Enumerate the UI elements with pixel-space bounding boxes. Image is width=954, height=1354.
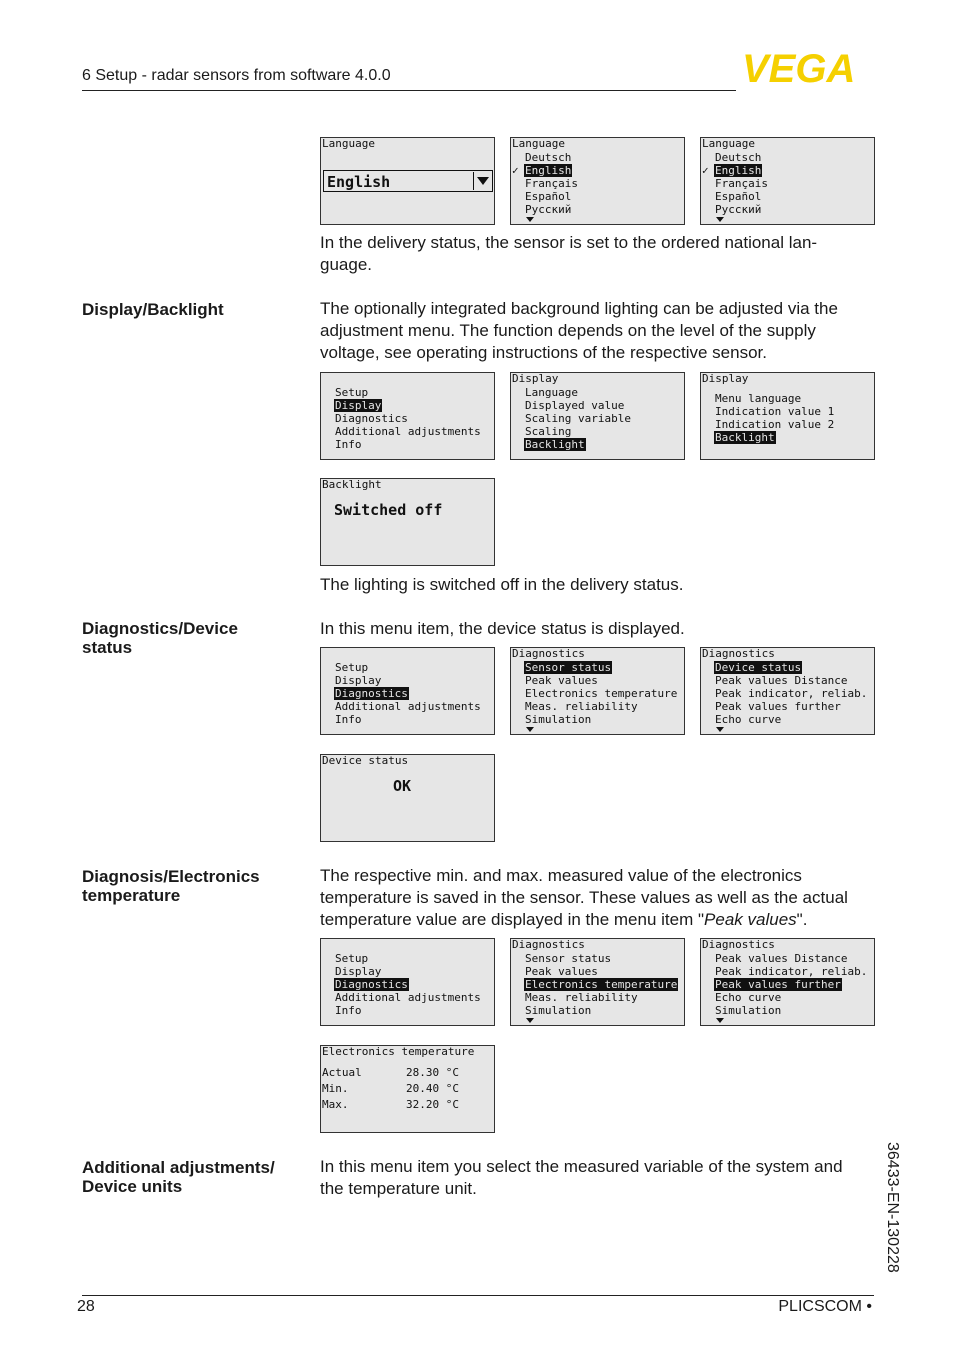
menu-item[interactable]: Echo curve bbox=[715, 991, 782, 1004]
text-line: In the delivery status, the sensor is set to the ordered national lan- bbox=[320, 233, 818, 252]
section-label-electronics-temp bbox=[82, 867, 312, 905]
temp-value: 20.40 °C bbox=[406, 1082, 459, 1095]
backlight-state-value: Switched off bbox=[334, 501, 443, 519]
main-menu-screen bbox=[320, 372, 495, 460]
screen-title: Diagnostics bbox=[702, 938, 775, 951]
product-name: PLICSCOM • bbox=[778, 1298, 872, 1315]
label-line: status bbox=[82, 638, 133, 657]
diagnostics-menu-screen bbox=[510, 647, 685, 735]
screen-title: Device status bbox=[322, 754, 409, 767]
text-line: temperature is saved in the sensor. These values as well as the actual bbox=[320, 888, 848, 907]
list-item[interactable]: Русский bbox=[525, 203, 572, 216]
footer-rule bbox=[82, 1295, 874, 1296]
list-item[interactable]: Français bbox=[715, 177, 768, 190]
menu-item-setup[interactable]: Setup bbox=[335, 661, 369, 674]
menu-item[interactable]: Peak values bbox=[525, 965, 598, 978]
menu-item-diagnostics[interactable]: Diagnostics bbox=[335, 412, 408, 425]
section-label-device-status bbox=[82, 619, 312, 657]
menu-item-sensor-status[interactable]: Sensor status bbox=[525, 661, 612, 674]
backlight-state-screen bbox=[320, 478, 495, 566]
menu-item-additional[interactable]: Additional adjustments bbox=[335, 700, 481, 713]
temp-label: Min. bbox=[322, 1082, 349, 1095]
page-number: 28 bbox=[77, 1298, 95, 1315]
document-code-text: 36433-EN-130228 bbox=[884, 1142, 901, 1273]
menu-item[interactable]: Electronics temperature bbox=[525, 687, 678, 700]
menu-item-display[interactable]: Display bbox=[335, 674, 382, 687]
document-code bbox=[877, 1142, 905, 1292]
section-label-backlight: Display/Backlight bbox=[82, 300, 224, 319]
language-list-screen-2 bbox=[700, 137, 875, 225]
text-line: adjustment menu. The function depends on the level of the supply bbox=[320, 321, 816, 340]
temp-label: Max. bbox=[322, 1098, 349, 1111]
screen-title: Diagnostics bbox=[512, 647, 585, 660]
screen-title: Backlight bbox=[322, 478, 382, 491]
screen-title: Display bbox=[512, 372, 559, 385]
menu-item-display[interactable]: Display bbox=[335, 965, 382, 978]
backlight-paragraph bbox=[320, 298, 876, 364]
label-line: Additional adjustments/ bbox=[82, 1158, 275, 1177]
additional-paragraph bbox=[320, 1156, 876, 1200]
screen-title: Language bbox=[512, 137, 565, 150]
scroll-down-icon bbox=[526, 1018, 534, 1023]
menu-item[interactable]: Scaling bbox=[525, 425, 572, 438]
checkmark-icon: ✓ bbox=[702, 164, 709, 177]
menu-item-electronics-temperature[interactable]: Electronics temperature bbox=[525, 978, 678, 991]
chevron-down-icon[interactable] bbox=[473, 172, 491, 190]
temp-row-min bbox=[322, 1082, 459, 1095]
screen-title: Language bbox=[322, 137, 375, 150]
vega-logo-text: VEGA bbox=[742, 49, 856, 87]
label-line: Diagnostics/Device bbox=[82, 619, 238, 638]
menu-item[interactable]: Language bbox=[525, 386, 578, 399]
menu-item[interactable]: Displayed value bbox=[525, 399, 625, 412]
menu-item[interactable]: Simulation bbox=[525, 1004, 592, 1017]
temp-value: 32.20 °C bbox=[406, 1098, 459, 1111]
menu-item[interactable]: Simulation bbox=[715, 1004, 782, 1017]
menu-item[interactable]: Simulation bbox=[525, 713, 592, 726]
menu-item-peak-values-further[interactable]: Peak values further bbox=[715, 978, 841, 991]
temp-label: Actual bbox=[322, 1066, 362, 1079]
menu-item[interactable]: Indication value 2 bbox=[715, 418, 835, 431]
menu-item[interactable]: Scaling variable bbox=[525, 412, 631, 425]
vega-logo bbox=[742, 49, 874, 87]
scroll-down-icon bbox=[526, 217, 534, 222]
scroll-down-icon bbox=[716, 217, 724, 222]
electronics-temp-screen bbox=[320, 1045, 495, 1133]
language-combobox[interactable] bbox=[323, 170, 493, 192]
language-note bbox=[320, 232, 876, 276]
menu-item-setup[interactable]: Setup bbox=[335, 952, 369, 965]
menu-item[interactable]: Peak values bbox=[525, 674, 598, 687]
menu-item[interactable]: Sensor status bbox=[525, 952, 612, 965]
menu-item-setup[interactable]: Setup bbox=[335, 386, 369, 399]
device-status-paragraph: In this menu item, the device status is displayed. bbox=[320, 619, 685, 638]
main-menu-screen bbox=[320, 938, 495, 1026]
menu-item[interactable]: Menu language bbox=[715, 392, 802, 405]
menu-item-info[interactable]: Info bbox=[335, 1004, 362, 1017]
language-list-screen bbox=[510, 137, 685, 225]
header-rule bbox=[82, 90, 736, 91]
temp-value: 28.30 °C bbox=[406, 1066, 459, 1079]
menu-item[interactable]: Peak indicator, reliab. bbox=[715, 965, 868, 978]
menu-item-info[interactable]: Info bbox=[335, 438, 362, 451]
list-item-selected[interactable]: English bbox=[715, 164, 762, 177]
menu-item-diagnostics[interactable]: Diagnostics bbox=[335, 978, 408, 991]
screen-title: Display bbox=[702, 372, 749, 385]
menu-item[interactable]: Peak values further bbox=[715, 700, 841, 713]
label-line: Device units bbox=[82, 1177, 183, 1196]
list-item[interactable]: Español bbox=[715, 190, 762, 203]
menu-item-device-status[interactable]: Device status bbox=[715, 661, 802, 674]
device-status-screen bbox=[320, 754, 495, 842]
screen-title: Diagnostics bbox=[702, 647, 775, 660]
label-line: temperature bbox=[82, 886, 181, 905]
menu-item[interactable]: Peak values Distance bbox=[715, 674, 848, 687]
scroll-down-icon bbox=[716, 1018, 724, 1023]
list-item[interactable]: Español bbox=[525, 190, 572, 203]
text-line: The optionally integrated background lighting can be adjusted via the bbox=[320, 299, 838, 318]
menu-item[interactable]: Echo curve bbox=[715, 713, 782, 726]
label-line: Diagnosis/Electronics bbox=[82, 867, 260, 886]
text-line: the temperature unit. bbox=[320, 1179, 477, 1198]
list-item[interactable]: Français bbox=[525, 177, 578, 190]
list-item-selected[interactable]: English bbox=[525, 164, 572, 177]
backlight-note: The lighting is switched off in the delivery status. bbox=[320, 575, 684, 594]
menu-item[interactable]: Meas. reliability bbox=[525, 991, 638, 1004]
text-line: temperature value are displayed in the menu item "Peak values". bbox=[320, 910, 808, 929]
section-label-additional bbox=[82, 1158, 312, 1196]
scroll-down-icon bbox=[716, 727, 724, 732]
screen-title: Diagnostics bbox=[512, 938, 585, 951]
menu-item[interactable]: Peak indicator, reliab. bbox=[715, 687, 868, 700]
diagnostics-menu-screen-2 bbox=[700, 647, 875, 735]
list-item[interactable]: Русский bbox=[715, 203, 762, 216]
text-line: voltage, see operating instructions of the respective sensor. bbox=[320, 343, 767, 362]
diagnostics-menu-screen bbox=[510, 938, 685, 1026]
display-menu-screen-2 bbox=[700, 372, 875, 460]
menu-item-additional[interactable]: Additional adjustments bbox=[335, 425, 481, 438]
list-item[interactable]: Deutsch bbox=[715, 151, 762, 164]
menu-item-info[interactable]: Info bbox=[335, 713, 362, 726]
combo-value: English bbox=[327, 173, 391, 191]
main-menu-screen bbox=[320, 647, 495, 735]
menu-item-display[interactable]: Display bbox=[335, 399, 382, 412]
menu-item-backlight[interactable]: Backlight bbox=[525, 438, 585, 451]
electronics-temp-paragraph bbox=[320, 865, 876, 931]
temp-row-max bbox=[322, 1098, 459, 1111]
scroll-down-icon bbox=[526, 727, 534, 732]
text-line: guage. bbox=[320, 255, 372, 274]
running-header: 6 Setup - radar sensors from software 4.0.0 bbox=[82, 67, 391, 84]
diagnostics-menu-screen-2 bbox=[700, 938, 875, 1026]
menu-item[interactable]: Meas. reliability bbox=[525, 700, 638, 713]
screen-title: Electronics temperature bbox=[322, 1045, 475, 1058]
language-select-screen bbox=[320, 137, 495, 225]
menu-item-additional[interactable]: Additional adjustments bbox=[335, 991, 481, 1004]
text-line: In this menu item you select the measured variable of the system and bbox=[320, 1157, 843, 1176]
text-line: The respective min. and max. measured value of the electronics bbox=[320, 866, 802, 885]
checkmark-icon: ✓ bbox=[512, 164, 519, 177]
screen-title: Language bbox=[702, 137, 755, 150]
menu-item[interactable]: Indication value 1 bbox=[715, 405, 835, 418]
menu-item[interactable]: Peak values Distance bbox=[715, 952, 848, 965]
menu-item-backlight[interactable]: Backlight bbox=[715, 431, 775, 444]
menu-item-diagnostics[interactable]: Diagnostics bbox=[335, 687, 408, 700]
temp-row-actual bbox=[322, 1066, 459, 1079]
display-menu-screen bbox=[510, 372, 685, 460]
device-status-value: OK bbox=[393, 777, 412, 795]
list-item[interactable]: Deutsch bbox=[525, 151, 572, 164]
